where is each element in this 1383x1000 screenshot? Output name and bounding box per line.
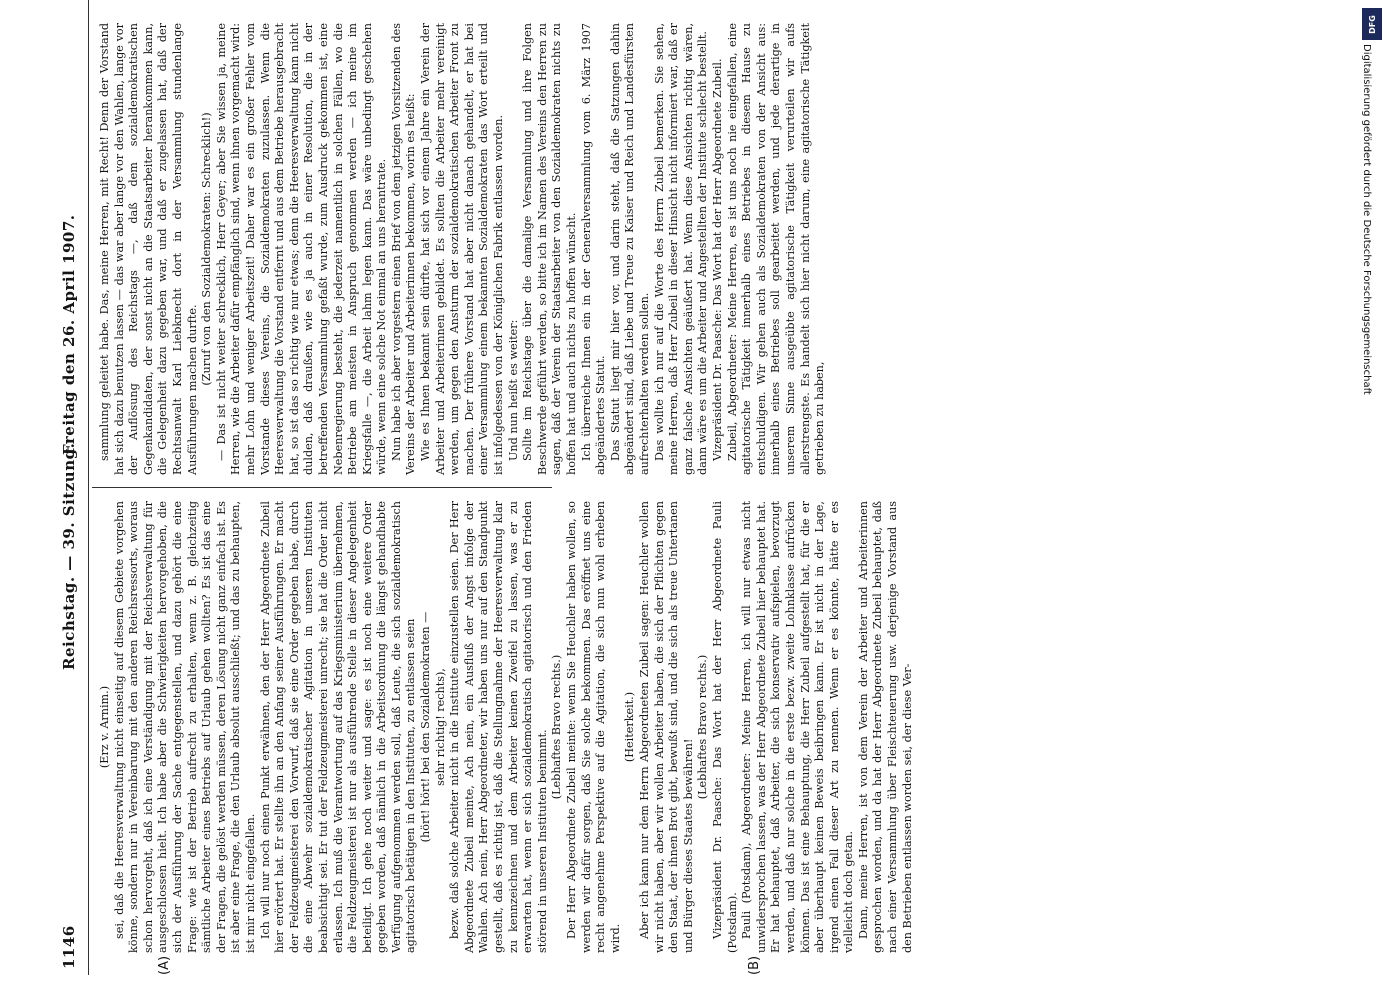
page-header <box>60 0 90 975</box>
margin-marker-b: (B) <box>747 955 762 975</box>
dfg-credit-text: Digitalisierung gefördert durch die Deutsche Forschungsgemeinschaft <box>1361 44 1372 395</box>
page-number: 1146 <box>60 925 78 969</box>
paragraph: Nun habe ich aber vorgestern einen Brief von dem jetzigen Vorsitzenden des Vereins der Arbeiter und Arbeiterinnen bekommen, worin es heißt: <box>389 23 418 475</box>
paragraph: (Lebhaftes Bravo rechts.) <box>550 654 564 800</box>
paragraph: Vizepräsident Dr. Paasche: Das Wort hat der Herr Abgeordnete Zubeil. <box>710 58 724 461</box>
paragraph: (Lebhaftes Bravo rechts.) <box>696 654 710 800</box>
paragraph: Dann, meine Herren, ist von dem Verein der Arbeiter und Arbeiterinnen gesprochen worden, und da hat der Herr Abgeordnete Zubeil behauptet, daß nach einer Versammlung über Fleischteuerung usw. derjenige Vorstand aus den Betrieben entlassen worden sei, der diese Ver- <box>856 501 914 953</box>
paragraph: (Zuruf von den Sozialdemokraten: Schrecklich!) <box>200 112 214 386</box>
paragraph: Das Statut liegt mir hier vor, und darin steht, daß die Satzungen dahin abgeändert sind, daß Liebe und Treue zu Kaiser und Reich und Landesfürsten aufrechterhalten werden sollen. <box>608 23 651 475</box>
left-column-text <box>98 501 915 953</box>
paragraph: bezw. daß solche Arbeiter nicht in die Institute einzustellen seien. Der Herr Abgeordnete Zubeil meinte, Ach nein, ein Ausfluß der Angst infolge der Wahlen. Ach nein, Herr Abgeordneter, wir haben uns nur auf den Standpunkt gestellt, daß es richtig ist, daß die Stellungnahme der Heeresverwaltung klar zu kennzeichnen und dem Arbeiter keinen Zweifel zu lassen, was er zu erwarten hat, wenn er sich sozialdemokratisch agitatorisch und den Frieden störend in unseren Instituten benimmt. <box>448 501 549 953</box>
paragraph: Pauli (Potsdam), Abgeordneter: Meine Herren, ich will nur etwas nicht unwidersprochen lassen, was der Herr Abgeordnete Zubeil hier behauptet hat. Er hat behauptet, daß Arbeiter, die sich konservativ aufspielen, bevorzugt werden, und daß nur solche in die erste bezw. zweite Lohnklasse aufrücken können. Das ist eine Behauptung, die Herr Zubeil aufgestellt hat, für die er aber überhaupt keinen Beweis beibringen kann. Er ist nicht in der Lage, irgend einen Fall dieser Art zu nennen. Wenn er es könnte, hätte er es vielleicht doch getan. <box>740 501 856 953</box>
paragraph: sammlung geleitet habe. Das, meine Herren, mit Recht! Denn der Vorstand hat sich dazu benutzen lassen — das war aber lange vor den Wahlen, lange vor der Auflösung des Reichstags —, daß dem sozialdemokratischen Gegenkandidaten, der sonst nicht an die Staatsarbeiter herankommen kann, die Gelegenheit dazu gegeben war, und daß er zugelassen hat, daß der Rechtsanwalt Karl Liebknecht dort in der Versammlung stundenlange Ausführungen machen durfte. <box>98 23 199 475</box>
paragraph: Ich will nur noch einen Punkt erwähnen, den der Herr Abgeordnete Zubeil hier erörtert hat. Er stellte ihn an den Anfang seiner Ausführungen. Er macht der Feldzeugmeisterei den Vorwurf, daß sie eine Order gegeben habe, durch die eine Abwehr sozialdemokratischer Agitation in unseren Instituten beabsichtigt sei. Er tut der Feldzeugmeisterei unrecht; sie hat die Order nicht erlassen. Ich muß die Verantwortung auf das Kriegsministerium übernehmen, die Feldzeugmeisterei ist nur als ausführende Stelle in dieser Angelegenheit beteiligt. Ich gehe noch weiter und sage: es ist noch eine weitere Order gegeben worden, daß nämlich in die Arbeitsordnung die längst gehandhabte Verfügung aufgenommen werden soll, daß Leute, die sich sozialdemokratisch agitatorisch betätigen in den Instituten, zu entlassen seien <box>258 501 418 953</box>
paragraph: — Das ist nicht weiter schrecklich, Herr Geyer; aber Sie wissen ja, meine Herren, wie die Arbeiter dafür empfänglich sind, wenn ihnen vorgemacht wird: mehr Lohn und weniger Arbeitszeit! Daher war es ein großer Fehler vom Vorstande dieses Vereins, die Sozialdemokraten zuzulassen. Wenn die Heeresverwaltung die Vorstand entfernt und aus dem Betriebe herausgebracht hat, so ist das so richtig wie nur etwas; denn die Heeresverwaltung kann nicht dulden, daß draußen, wie es ja auch in einer Resolution, die in der betreffenden Versammlung gefaßt wurde, zum Ausdruck gekommen ist, eine Nebenregierung besteht, die jederzeit namentlich in solchen Fällen, wo die Betriebe am meisten in Anspruch genommen werden — ich meine im Kriegsfalle —, die Arbeit lahm legen kann. Das wäre unbedingt geschehen würde, wenn eine solche Not einmal an uns herantrate. <box>214 23 389 475</box>
dfg-logo <box>1362 8 1382 40</box>
margin-marker-a: (A) <box>157 955 172 975</box>
paragraph: (Heiterkeit.) <box>623 691 637 763</box>
right-column <box>98 23 1308 475</box>
paragraph: Und nun heißt es weiter: <box>506 319 520 461</box>
paragraph: sehr richtig! rechts), <box>433 668 447 786</box>
dfg-logo-text: DFG <box>1367 14 1377 34</box>
paragraph: Zubeil, Abgeordneter: Meine Herren, es ist uns noch nie eingefallen, eine agitatorische Tätigkeit innerhalb eines Betriebes in diesem Hause zu entschuldigen. Wir gehen auch als Sozialdemokraten von der Ansicht aus: innerhalb eines Betriebes soll gearbeitet werden, und jede derartige in unserem Sinne ausgeübte agitatorische Tätigkeit verurteilen wir aufs allerstrengste. Es handelt sich hier nicht darum, eine agitatorische Tätigkeit getrieben zu haben, <box>725 23 827 475</box>
paragraph: sei, daß die Heeresverwaltung nicht einseitig auf diesem Gebiete vorgehen könne, sondern nur in Vereinbarung mit den anderen Reichsressorts, woraus schon hervorgeht, daß ich eine Verständigung mit der Reichsverwaltung für ausgeschlossen hielt. Ich habe aber die Schwierigkeiten hervorgehoben, die sich der Ausführung der Sache entgegenstellen, und dazu gehört die eine Frage: wie ist der Betrieb aufrecht zu erhalten, wenn z. B. gleichzeitig sämtliche Arbeiter eines Betriebs auf Urlaub gehen wollten? Es ist das eine der Fragen, die gelöst werden müssen, deren Lösung nicht ganz einfach ist. Es ist aber eine Frage, die den Urlaub absolut ausschließt; und das zu behaupten, ist mir nicht eingefallen. <box>112 501 257 953</box>
header-rule <box>88 0 89 975</box>
paragraph: Sollte im Reichstage über die damalige Versammlung und ihre Folgen Beschwerde geführt werden, so bitte ich im Namen des Vereins den Herren zu sagen, daß der Verein der Staatsarbeiter von den Sozialdemokraten nichts zu hoffen hat und auch nichts zu hoffen wünscht. <box>521 23 578 475</box>
column-divider <box>92 487 552 488</box>
rotated-page <box>52 0 1322 975</box>
paragraph: Vizepräsident Dr. Paasche: Das Wort hat der Herr Abgeordnete Pauli (Potsdam). <box>710 501 739 953</box>
paragraph: Wie es Ihnen bekannt sein dürfte, hat sich vor einem Jahre ein Verein der Arbeiter und Arbeiterinnen gebildet. Es sollten die Arbeiter mehr vereinigt werden, um gegen den Ansturm der sozialdemokratischen Arbeiter Front zu machen. Der frühere Vorstand hat aber nicht danach gehandelt, er hat bei einer Versammlung einem bekannten Sozialdemokraten das Wort erteilt und ist infolgedessen von der Königlichen Fabrik entlassen worden. <box>419 23 506 475</box>
paragraph: Ich überreiche Ihnen ein in der Generalversammlung vom 6. März 1907 abgeändertes Statut. <box>579 23 608 475</box>
paragraph: (hört! hört! bei den Sozialdemokraten — <box>419 611 433 843</box>
left-column <box>98 501 1308 975</box>
paragraph: Aber ich kann nur dem Herrn Abgeordneten Zubeil sagen: Heuchler wollen wir nicht haben, aber wir wollen Arbeiter haben, die sich der Pflichten gegen den Staat, der ihnen Brot gibt, bewußt sind, und die sich als treue Untertanen und Bürger dieses Staates bewähren! <box>637 501 695 953</box>
paragraph: Das wollte ich nur auf die Worte des Herrn Zubeil bemerken. Sie sehen, meine Herren, daß Herr Zubeil in dieser Hinsicht nicht informiert war, daß er ganz falsche Ansichten geäußert hat. Wenn diese Ansichten richtig wären, dann wäre es um die Arbeiter und Angestellten der Institute schlecht bestellt. <box>652 23 710 475</box>
header-right-title: Freitag den 26. April 1907. <box>60 214 78 455</box>
paragraph: (Erz v. Arnim.) <box>98 685 111 769</box>
right-column-text <box>98 23 828 475</box>
paragraph: Der Herr Abgeordnete Zubeil meinte: wenn Sie Heuchler haben wollen, so werden wir dafür sorgen, daß Sie solche bekommen. Das eröffnet uns eine recht angenehme Perspektive auf die Agitation, die sich nun wohl erheben wird. <box>565 501 622 953</box>
header-left-title: Reichstag. — 39. Sitzung. <box>60 442 78 670</box>
